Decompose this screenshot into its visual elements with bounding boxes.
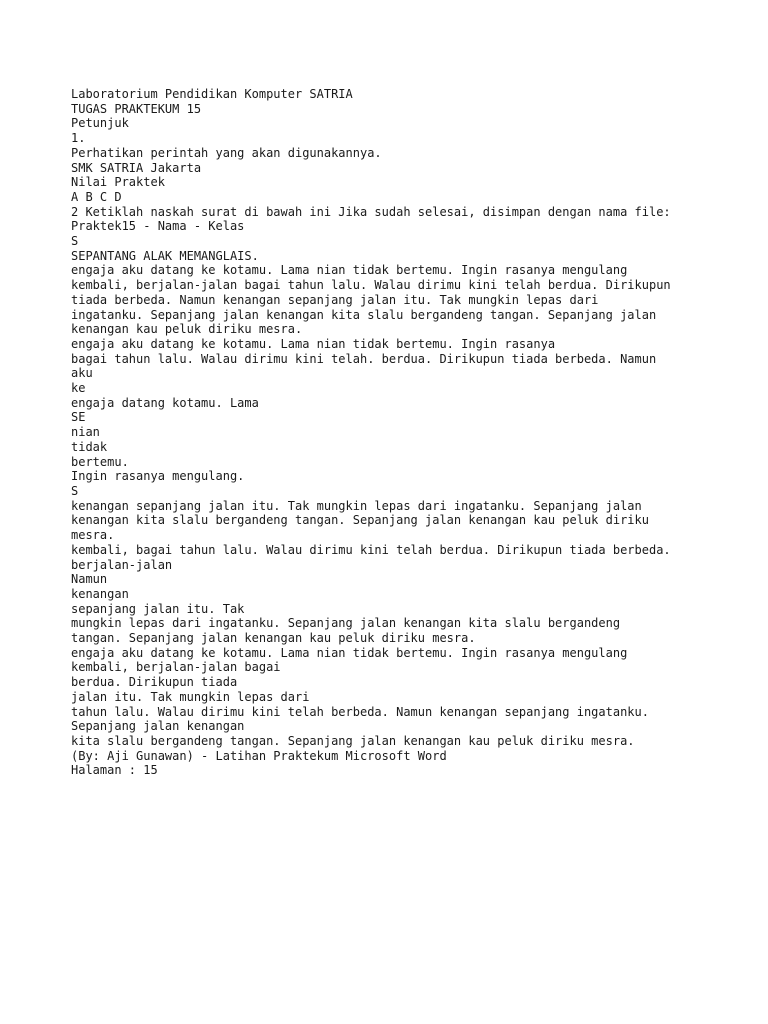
doc-step-number: 1. <box>71 131 86 146</box>
doc-author-credit: (By: Aji Gunawan) - Latihan Praktekum Microsoft Word <box>71 748 447 763</box>
doc-line: kembali, berjalan-jalan bagai <box>71 660 281 675</box>
doc-line: kembali, berjalan-jalan bagai tahun lalu. Walau dirimu kini telah berdua. Dirikupun <box>71 278 671 293</box>
doc-letter-title: SEPANTANG ALAK MEMANGLAIS. <box>71 248 259 263</box>
doc-line: S <box>71 483 79 498</box>
doc-line: Namun <box>71 572 108 587</box>
doc-line: Ingin rasanya mengulang. <box>71 469 245 484</box>
doc-line: engaja datang kotamu. Lama <box>71 395 259 410</box>
doc-line: tidak <box>71 439 108 454</box>
doc-line: mesra. <box>71 528 115 543</box>
doc-line: S <box>71 234 79 249</box>
doc-line: engaja aku datang ke kotamu. Lama nian tidak bertemu. Ingin rasanya mengulang <box>71 645 628 660</box>
doc-assignment-title: TUGAS PRAKTEKUM 15 <box>71 101 202 116</box>
doc-line: Perhatikan perintah yang akan digunakannya. <box>71 145 382 160</box>
doc-line: kenangan kau peluk diriku mesra. <box>71 322 303 337</box>
doc-page-number: Halaman : 15 <box>71 763 158 778</box>
doc-line: kenangan kita slalu bergandeng tangan. Sepanjang jalan kenangan kau peluk diriku <box>71 513 649 528</box>
doc-line: sepanjang jalan itu. Tak <box>71 601 245 616</box>
doc-header-title: Laboratorium Pendidikan Komputer SATRIA <box>71 87 353 101</box>
doc-line: 2 Ketiklah naskah surat di bawah ini Jika sudah selesai, disimpan dengan nama file: <box>71 204 671 219</box>
doc-line: tahun lalu. Walau dirimu kini telah berbeda. Namun kenangan sepanjang ingatanku. <box>71 704 649 719</box>
doc-filename-format: Praktek15 - Nama - Kelas <box>71 219 245 234</box>
doc-line: ingatanku. Sepanjang jalan kenangan kita slalu bergandeng tangan. Sepanjang jalan <box>71 307 657 322</box>
doc-grade-label: Nilai Praktek <box>71 175 165 190</box>
doc-line: aku <box>71 366 93 381</box>
doc-instructions-label: Petunjuk <box>71 116 129 131</box>
doc-grade-options: A B C D <box>71 189 122 204</box>
doc-line: engaja aku datang ke kotamu. Lama nian tidak bertemu. Ingin rasanya mengulang <box>71 263 628 278</box>
doc-line: kembali, bagai tahun lalu. Walau dirimu kini telah berdua. Dirikupun tiada berbeda. <box>71 542 671 557</box>
doc-line: bagai tahun lalu. Walau dirimu kini telah. berdua. Dirikupun tiada berbeda. Namun <box>71 351 657 366</box>
doc-line: berdua. Dirikupun tiada <box>71 675 238 690</box>
doc-line: SE <box>71 410 86 425</box>
document-body <box>71 87 751 778</box>
doc-line: mungkin lepas dari ingatanku. Sepanjang jalan kenangan kita slalu bergandeng <box>71 616 621 631</box>
doc-line: kenangan sepanjang jalan itu. Tak mungkin lepas dari ingatanku. Sepanjang jalan <box>71 498 642 513</box>
doc-line: ke <box>71 381 86 396</box>
doc-line: tiada berbeda. Namun kenangan sepanjang jalan itu. Tak mungkin lepas dari <box>71 292 599 307</box>
doc-line: tangan. Sepanjang jalan kenangan kau peluk diriku mesra. <box>71 631 476 646</box>
doc-line: engaja aku datang ke kotamu. Lama nian tidak bertemu. Ingin rasanya <box>71 336 556 351</box>
doc-school-name: SMK SATRIA Jakarta <box>71 160 202 175</box>
doc-line: kenangan <box>71 586 129 601</box>
doc-line: bertemu. <box>71 454 129 469</box>
doc-line: jalan itu. Tak mungkin lepas dari <box>71 689 310 704</box>
doc-line: nian <box>71 425 100 440</box>
doc-line: berjalan-jalan <box>71 557 173 572</box>
doc-line: Sepanjang jalan kenangan <box>71 719 245 734</box>
doc-line: kita slalu bergandeng tangan. Sepanjang jalan kenangan kau peluk diriku mesra. <box>71 733 635 748</box>
